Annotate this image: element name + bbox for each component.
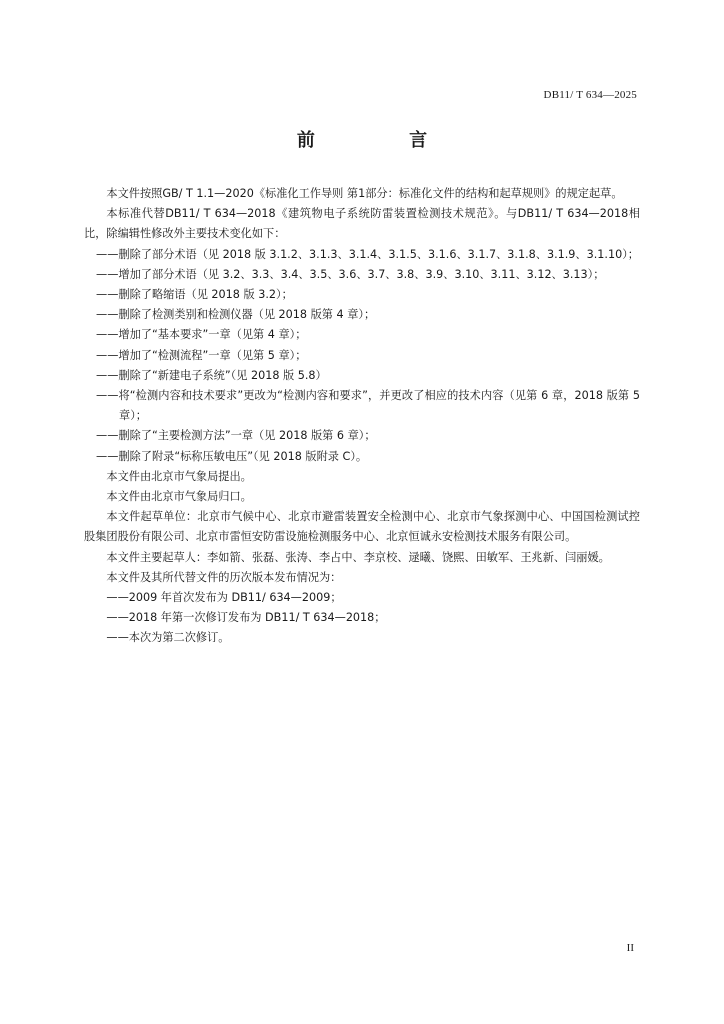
list-item-history: ——本次为第二次修订。 (106, 631, 230, 645)
document-code: DB11/ T 634—2025 (543, 89, 637, 101)
page-title: 前 言 (296, 130, 472, 151)
list-item-change: ——删除了“主要检测方法”一章（见 2018 版第 6 章）； (96, 429, 376, 443)
list-item-change: ——将“检测内容和技术要求”更改为“检测内容和要求”，并更改了相应的技术内容（见第 6 章，2018 版第 5 章）； (96, 389, 640, 423)
list-item-change: ——删除了附录“标称压敏电压”（见 2018 版附录 C）。 (96, 449, 368, 463)
list-item-change: ——删除了“新建电子系统”（见 2018 版 5.8） (96, 368, 327, 382)
paragraph-drafters: 本文件主要起草人：李如箭、张磊、张涛、李占中、李京校、逯曦、饶熙、田敏军、王兆新、闫丽媛。 (106, 550, 610, 564)
list-item-change: ——增加了“基本要求”一章（见第 4 章）； (96, 328, 307, 342)
list-item-change: ——增加了“检测流程”一章（见第 5 章）； (96, 348, 307, 362)
list-item-history: ——2009 年首次发布为 DB11/ 634—2009； (106, 591, 342, 605)
list-item-change: ——删除了略缩语（见 2018 版 3.2）； (96, 288, 293, 302)
paragraph-drafting-rule: 本文件按照GB/ T 1.1—2020《标准化工作导则 第1部分：标准化文件的结构和起草规则》的规定起草。 (106, 187, 623, 200)
paragraph-replacement: 本标准代替DB11/ T 634—2018《建筑物电子系统防雷装置检测技术规范》。与DB11/ T 634—2018相比，除编辑性修改外主要技术变化如下： (84, 207, 640, 241)
paragraph-history-intro: 本文件及其所代替文件的历次版本发布情况为： (106, 570, 342, 584)
list-item-change: ——增加了部分术语（见 3.2、3.3、3.4、3.5、3.6、3.7、3.8、3.9、3.10、3.11、3.12、3.13）； (96, 267, 605, 281)
foreword-body (84, 184, 640, 649)
paragraph-administrator: 本文件由北京市气象局归口。 (106, 490, 252, 504)
list-item-change: ——删除了部分术语（见 2018 版 3.1.2、3.1.3、3.1.4、3.1.5、3.1.6、3.1.7、3.1.8、3.1.9、3.1.10）； (96, 247, 639, 261)
list-item-history: ——2018 年第一次修订发布为 DB11/ T 634—2018； (106, 611, 386, 625)
page-number: II (626, 942, 634, 954)
paragraph-proposer: 本文件由北京市气象局提出。 (106, 469, 252, 483)
list-item-change: ——删除了检测类别和检测仪器（见 2018 版第 4 章）； (96, 308, 376, 322)
paragraph-drafting-units: 本文件起草单位：北京市气候中心、北京市避雷装置安全检测中心、北京市气象探测中心、中国国检测试控股集团股份有限公司、北京市雷恒安防雷设施检测服务中心、北京恒诚永安检测技术服务有限公司。 (84, 510, 640, 544)
